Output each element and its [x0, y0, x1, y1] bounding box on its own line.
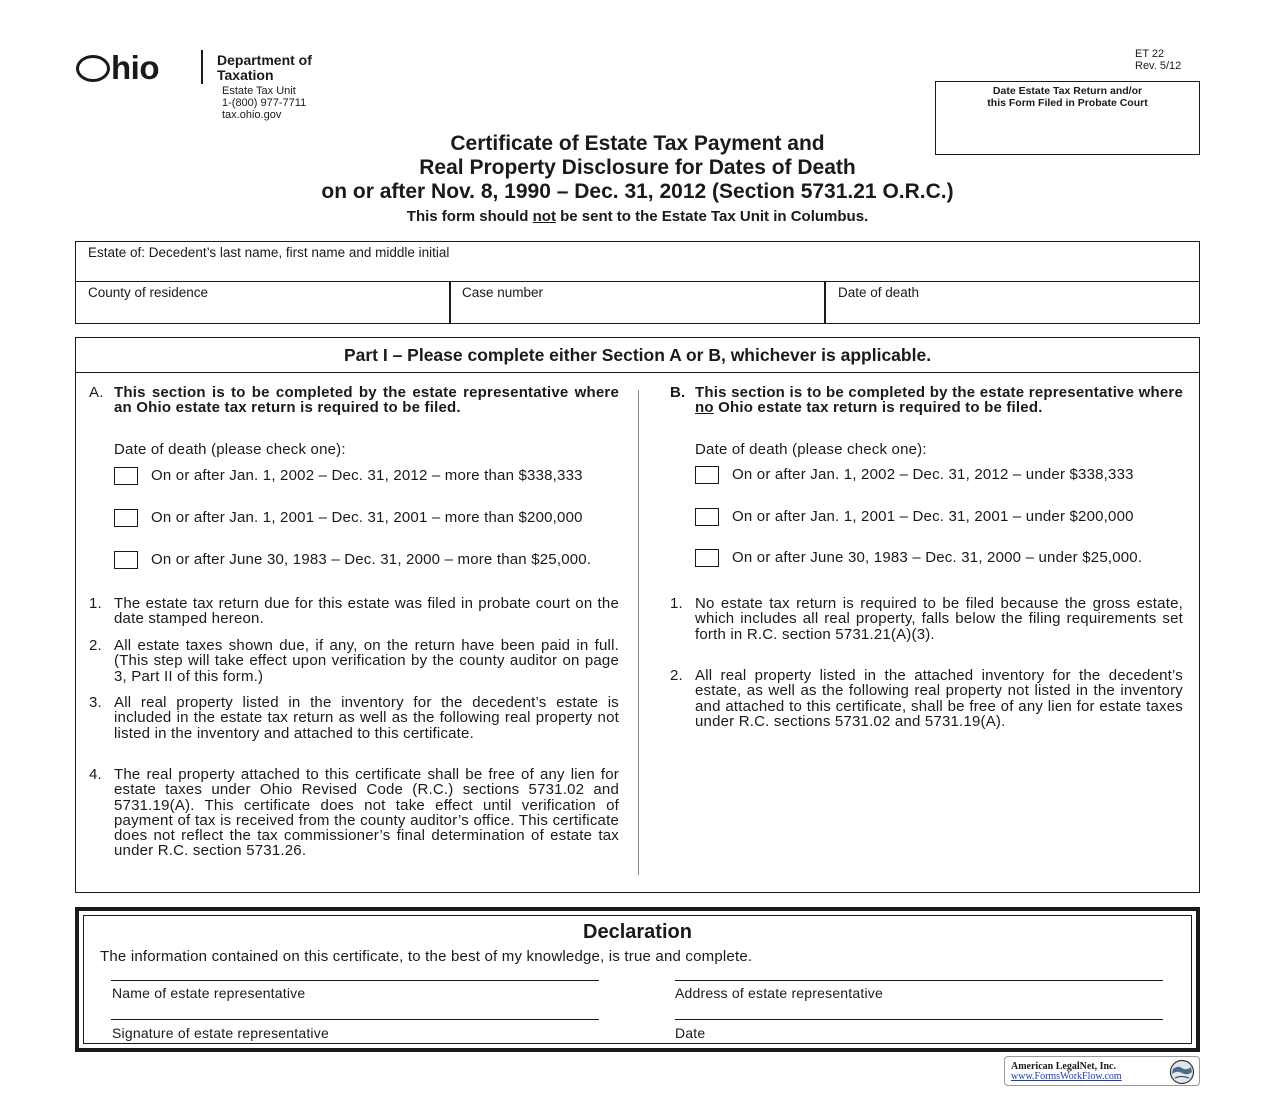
unit-phone: 1-(800) 977-7711	[222, 97, 307, 109]
declaration-text: The information contained on this certificate, to the best of my knowledge, is true and complete.	[100, 948, 753, 965]
badge-url-link[interactable]: www.FormsWorkFlow.com	[1011, 1071, 1122, 1082]
signature-line[interactable]	[111, 1019, 599, 1020]
estate-name-field[interactable]	[76, 242, 1199, 282]
date-line[interactable]	[675, 1019, 1163, 1020]
declaration-title: Declaration	[583, 921, 692, 943]
name-signature-line[interactable]	[111, 980, 599, 981]
probate-stamp-box: Date Estate Tax Return and/or this Form Filed in Probate Court	[935, 81, 1200, 155]
ohio-logo: hio	[76, 48, 159, 88]
declaration-box	[75, 907, 1200, 1052]
logo-divider	[201, 50, 203, 84]
part1-box: Part I – Please complete either Section A or B, whichever is applicable. A. This section is to be completed by the estate representative where an Ohio estate tax return is required to be filed. Date of death (please check one): On or after Jan. 1, 2002 – Dec. 31, 2012 – more than $338,333 On or after Jan. 1, 2001 – Dec. 31, 2001 – more than $200,000 On or after June 30, 1983 – Dec. 31, 2000 – more than $25,000. 1. The estate tax return due for this estate was filed in probate court on the date stamped hereon. 2. All estate taxes shown due, if any, on the return have been paid in full. (This step will take effect upon verification by the county auditor on page 3, Part II of this form.) 3. All real property listed in the inventory for the decedent’s estate is included in the estate tax return as well as the following real property not listed in the inventory and attached to this certificate. 4. The real property attached to this certificate shall be free of any lien for estate taxes under Ohio Revised Code (R.C.) sections 5731.02 and 5731.19(A). This certificate does not take effect until verification of payment of tax is received from the county auditor’s office. This certificate does not reflect the tax commissioner’s final determination of estate tax under R.C. section 5731.26. B. This section is to be completed by the estate representative where no Ohio estate tax return is required to be filed. Date of death (please check one): On or after Jan. 1, 2002 – Dec. 31, 2012 – under $338,333 On or after Jan. 1, 2001 – Dec. 31, 2001 – under $200,000 On or after June 30, 1983 – Dec. 31, 2000 – under $25,000. 1. No estate tax return is required to be filed because the gross estate, which includes all real property, falls below the filing requirements set forth in R.C. section 5731.21(A)(3). 2. All real property listed in the attached inventory for the decedent’s estate, as well as the following real property not listed in the inventory and attached to this certificate, shall be free of any lien for estate taxes under R.C. sections 5731.02 and 5731.19(A).	[75, 337, 1200, 893]
unit-contact	[222, 85, 306, 121]
badge-company: American LegalNet, Inc.	[1011, 1061, 1116, 1072]
date-of-death-label: Date of death	[838, 285, 920, 300]
form-subtitle: This form should not be sent to the Estate Tax Unit in Columbus.	[406, 208, 869, 225]
section-a-option-1-label: On or after Jan. 1, 2002 – Dec. 31, 2012 – more than $338,333	[151, 467, 583, 484]
unit-website: tax.ohio.gov	[222, 109, 282, 121]
case-number-field[interactable]	[450, 282, 825, 323]
section-a-option-2-label: On or after Jan. 1, 2001 – Dec. 31, 2001 – more than $200,000	[151, 509, 583, 526]
estate-name-label: Estate of: Decedent’s last name, first name and middle initial	[88, 245, 450, 260]
section-b-option-3-label: On or after June 30, 1983 – Dec. 31, 2000 – under $25,000.	[732, 549, 1143, 566]
name-label: Name of estate representative	[112, 985, 306, 1001]
unit-name: Estate Tax Unit	[222, 85, 296, 97]
declaration-inner	[83, 915, 1192, 1044]
date-label: Date	[675, 1025, 706, 1041]
section-b-option-3-checkbox[interactable]	[695, 549, 719, 567]
county-label: County of residence	[88, 285, 209, 300]
section-a-option-1-checkbox[interactable]	[114, 467, 138, 485]
section-a-dod-prompt: Date of death (please check one):	[114, 441, 346, 458]
county-field[interactable]	[76, 282, 449, 323]
form-title: Certificate of Estate Tax Payment and Real Property Disclosure for Dates of Death on or after Nov. 8, 1990 – Dec. 31, 2012 (Section 5731.21 O.R.C.)	[321, 132, 954, 203]
section-b-option-2-label: On or after Jan. 1, 2001 – Dec. 31, 2001 – under $200,000	[732, 508, 1134, 525]
section-a-option-3-label: On or after June 30, 1983 – Dec. 31, 2000 – more than $25,000.	[151, 551, 592, 568]
address-label: Address of estate representative	[675, 985, 883, 1001]
column-divider	[638, 390, 639, 875]
case-number-label: Case number	[462, 285, 544, 300]
date-of-death-field[interactable]	[826, 282, 1198, 323]
estate-info-box	[75, 241, 1200, 324]
section-a-option-2-checkbox[interactable]	[114, 509, 138, 527]
section-b-option-2-checkbox[interactable]	[695, 508, 719, 526]
form-number: ET 22 Rev. 5/12	[1135, 48, 1182, 72]
part1-heading: Part I – Please complete either Section A or B, whichever is applicable.	[76, 338, 1199, 373]
americanlegalnet-badge[interactable]	[1004, 1056, 1200, 1086]
section-a-option-3-checkbox[interactable]	[114, 551, 138, 569]
department-name: Department of Taxation	[217, 52, 312, 83]
section-b-dod-prompt: Date of death (please check one):	[695, 441, 927, 458]
section-b-option-1-label: On or after Jan. 1, 2002 – Dec. 31, 2012 – under $338,333	[732, 466, 1134, 483]
globe-icon	[1169, 1059, 1195, 1085]
ohio-logo-o-icon	[76, 55, 110, 82]
address-signature-line[interactable]	[675, 980, 1163, 981]
signature-label: Signature of estate representative	[112, 1025, 329, 1041]
section-b-option-1-checkbox[interactable]	[695, 466, 719, 484]
